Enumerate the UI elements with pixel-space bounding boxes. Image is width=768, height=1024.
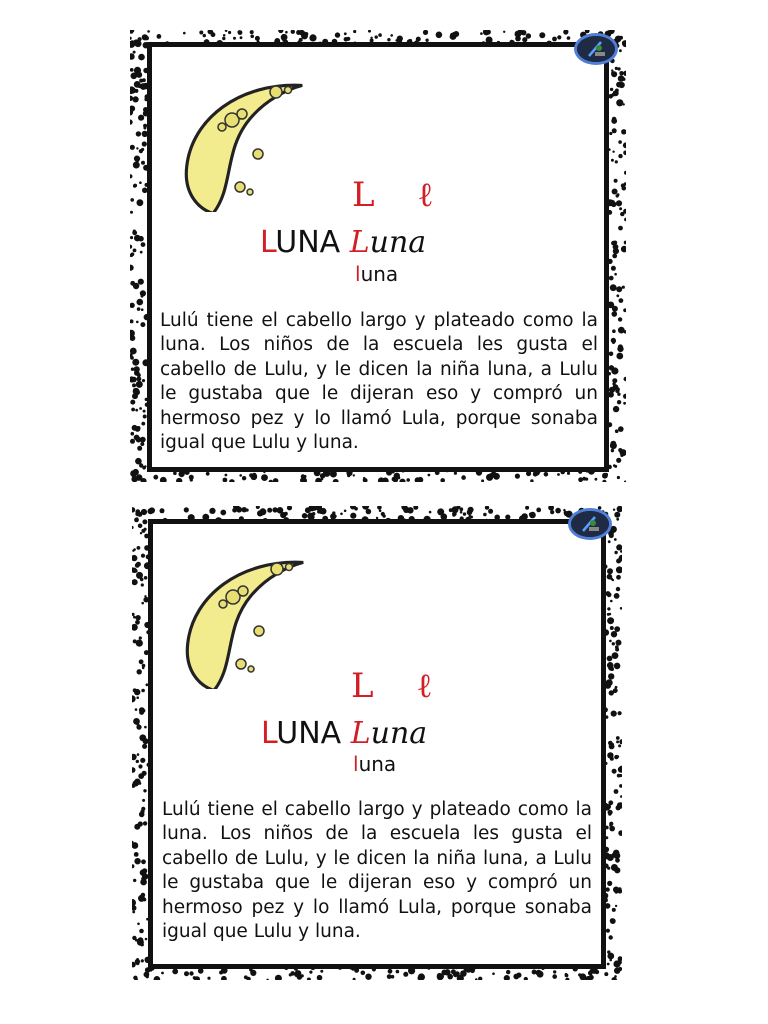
card-frame bbox=[147, 42, 609, 472]
crescent-moon-icon bbox=[181, 559, 331, 689]
flashcard-2 bbox=[132, 506, 622, 980]
author-logo-badge-icon bbox=[574, 33, 618, 65]
small-word-initial: l bbox=[353, 752, 359, 776]
word-upper-rest: UNA bbox=[276, 716, 342, 751]
crescent-moon-icon bbox=[180, 82, 330, 212]
small-word bbox=[353, 752, 396, 776]
small-word-initial: l bbox=[355, 262, 361, 286]
word-upper-rest: UNA bbox=[275, 225, 341, 260]
story-text: Lulú tiene el cabello largo y plateado como la luna. Los niños de la escuela les gusta el cabello de Lulu, y le dicen la niña luna, a Lulu le gustaba que le dijeran eso y compró un hermoso pez y lo llamó Lula, porque sonaba igual que Lulu y luna. bbox=[160, 310, 598, 454]
author-logo-badge-icon bbox=[568, 508, 612, 540]
card-frame bbox=[148, 519, 606, 969]
word-cursive-initial: L bbox=[349, 225, 370, 260]
flashcard-1 bbox=[130, 30, 626, 482]
word-cursive-rest: una bbox=[370, 716, 428, 751]
word-upper-initial: L bbox=[260, 225, 276, 260]
word-heading bbox=[260, 225, 426, 260]
small-word-rest: una bbox=[358, 752, 397, 776]
word-upper-initial: L bbox=[261, 716, 277, 751]
letter-pair: L ℓ bbox=[351, 666, 449, 706]
word-cursive-initial: L bbox=[350, 716, 371, 751]
word-cursive-rest: una bbox=[369, 225, 427, 260]
letter-pair: L ℓ bbox=[352, 175, 450, 215]
small-word-rest: una bbox=[360, 262, 399, 286]
small-word bbox=[355, 262, 398, 286]
word-heading bbox=[261, 716, 427, 751]
story-text: Lulú tiene el cabello largo y plateado como la luna. Los niños de la escuela les gusta el cabello de Lulu, y le dicen la niña luna, a Lulu le gustaba que le dijeran eso y compró un hermoso pez y lo llamó Lula, porque sonaba igual que Lulu y luna. bbox=[162, 799, 592, 943]
